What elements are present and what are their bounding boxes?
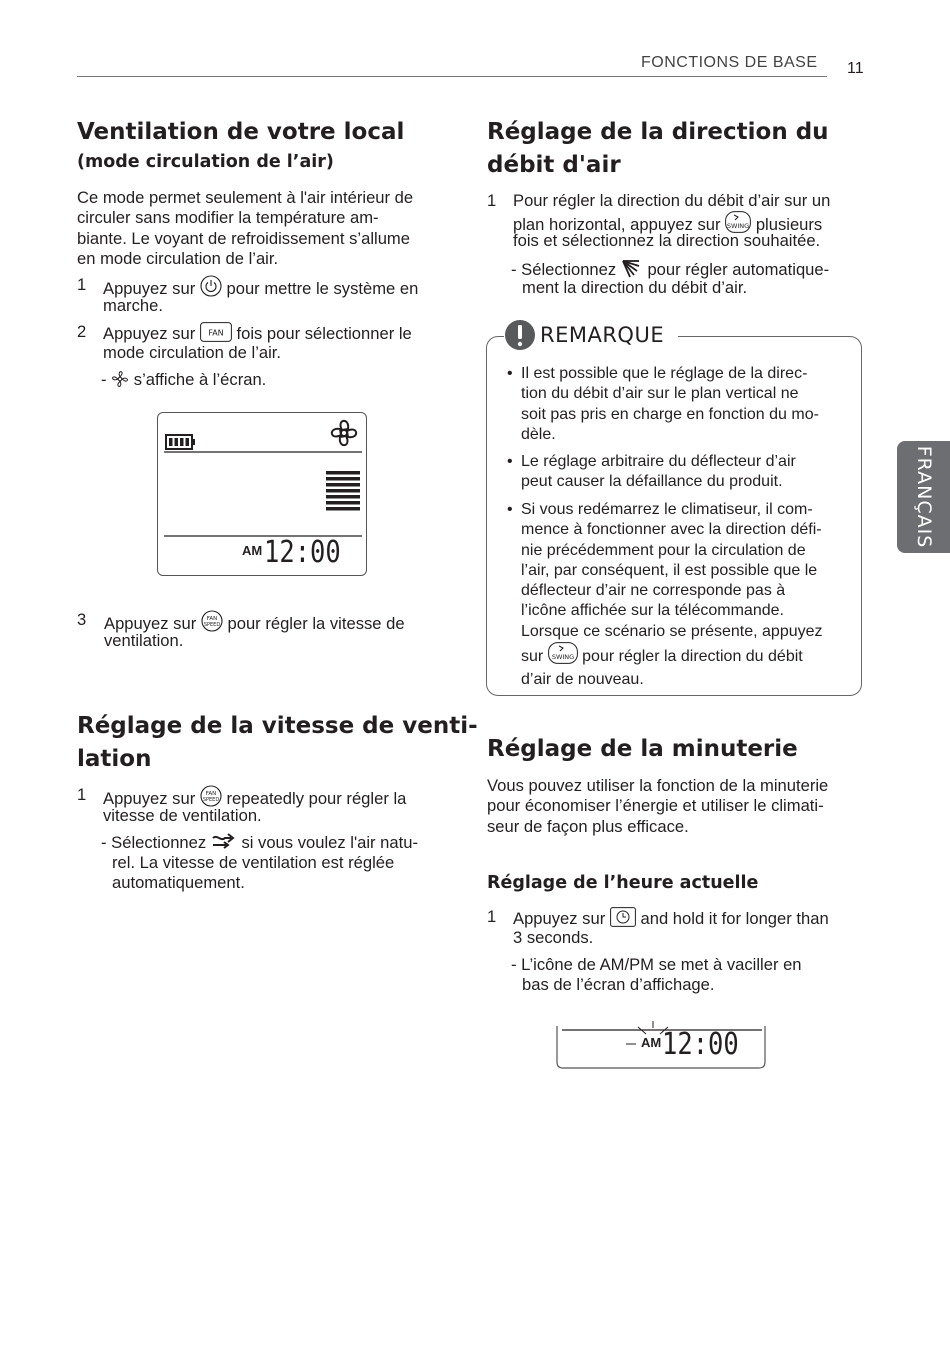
vitesse-title-line-2: lation bbox=[77, 746, 152, 772]
svg-text:SPEED: SPEED bbox=[203, 622, 221, 628]
svg-text:FAN: FAN bbox=[205, 791, 217, 797]
direction-step-1-sub: - Sélectionnez pour régler automatique- ment la direction du débit d’air. bbox=[511, 260, 830, 297]
ventilation-step-3: 3 Appuyez sur FAN SPEED pour régler la vitesse de ventilation. bbox=[77, 610, 405, 650]
note-header bbox=[504, 318, 678, 352]
heure-title: Réglage de l’heure actuelle bbox=[487, 873, 759, 893]
fan-speed-bars bbox=[326, 471, 360, 511]
svg-text:SWING: SWING bbox=[727, 222, 750, 230]
vitesse-step-1: 1 Appuyez sur FAN SPEED repeatedly pour régler la vitesse de ventilation. bbox=[77, 785, 407, 825]
battery-icon bbox=[166, 435, 195, 449]
ventilation-step-2-sub: - s’affiche à l’écran. bbox=[101, 370, 461, 392]
am-indicator: AM bbox=[242, 543, 263, 558]
fan-icon bbox=[111, 370, 129, 393]
svg-text:SWING: SWING bbox=[551, 653, 574, 662]
swing-button-icon bbox=[548, 642, 578, 670]
page-number: 11 bbox=[847, 60, 864, 77]
remote-display-fan-mode bbox=[157, 412, 367, 576]
exclamation-icon bbox=[504, 319, 536, 351]
ventilation-step-1: 1 Appuyez sur pour mettre le système en marche. bbox=[77, 275, 419, 315]
direction-title-line-1: Réglage de la direction du bbox=[487, 119, 829, 145]
clock-icon bbox=[610, 907, 636, 932]
vitesse-step-1-sub: - Sélectionnez si vous voulez l'air natu- rel. La vitesse de ventilation est réglée automatiquement. bbox=[101, 833, 418, 892]
direction-step-1: 1 Pour régler la direction du débit d’air sur un plan horizontal, appuyez sur SWING plusieurs fois et sélectionnez la direction souhaitée. bbox=[487, 191, 831, 250]
note-bullet-1: • Il est possible que le réglage de la direc- tion du débit d’air sur le plan vertical ne soit pas pris en charge en fonction du mo- dèle. bbox=[507, 365, 819, 443]
header-rule bbox=[77, 76, 827, 77]
fan-speed-icon bbox=[201, 610, 223, 637]
am-indicator: AM bbox=[641, 1035, 662, 1050]
vitesse-title-line-1: Réglage de la vitesse de venti- bbox=[77, 713, 478, 739]
power-icon bbox=[200, 275, 222, 302]
heure-step-1-sub: - L’icône de AM/PM se met à vaciller en bas de l’écran d’affichage. bbox=[511, 955, 802, 994]
ventilation-step-2: 2 Appuyez sur FAN fois pour sélectionner le mode circulation de l’air. bbox=[77, 322, 412, 362]
svg-text:FAN: FAN bbox=[208, 328, 224, 338]
ventilation-intro: Ce mode permet seulement à l'air intérieur de circuler sans modifier la température am- biante. Le voyant de refroidissement s’allume en mode circulation de l’air. bbox=[77, 188, 414, 268]
note-bullet-3: • Si vous redémarrez le climatiseur, il com- mence à fonctionner avec la direction défi- nie précédemment pour la circulation de l’air, par conséquent, il est possible que le déflecteur d’air ne corresponde pas à l’icône affichée sur la télécommande. Lorsque ce scénario se présente, appuyez sur SWING pour régler la direction du débit d’air de nouveau. bbox=[507, 501, 823, 689]
language-tab-label: FRANÇAIS bbox=[912, 445, 935, 549]
fan-icon bbox=[332, 421, 356, 445]
section-header: FONCTIONS DE BASE bbox=[641, 54, 818, 71]
svg-text:SPEED: SPEED bbox=[202, 797, 220, 803]
minuterie-intro: Vous pouvez utiliser la fonction de la minuterie pour économiser l’énergie et utiliser le climati- seur de façon plus efficace. bbox=[487, 776, 829, 836]
minuterie-title: Réglage de la minuterie bbox=[487, 736, 798, 762]
language-tab[interactable] bbox=[897, 441, 950, 553]
heure-step-1: 1 Appuyez sur and hold it for longer than 3 seconds. bbox=[487, 907, 829, 947]
ventilation-subtitle: (mode circulation de l’air) bbox=[77, 152, 334, 172]
svg-text:FAN: FAN bbox=[206, 616, 218, 622]
note-title: REMARQUE bbox=[536, 323, 672, 347]
clock-readout: 12:00 bbox=[662, 1027, 739, 1062]
direction-title-line-2: débit d'air bbox=[487, 152, 621, 178]
clock-readout: 12:00 bbox=[264, 535, 341, 570]
remote-display-clock bbox=[556, 1018, 766, 1070]
ventilation-title: Ventilation de votre local bbox=[77, 119, 405, 145]
note-bullet-2: • Le réglage arbitraire du déflecteur d’air peut causer la défaillance du produit. bbox=[507, 453, 796, 491]
